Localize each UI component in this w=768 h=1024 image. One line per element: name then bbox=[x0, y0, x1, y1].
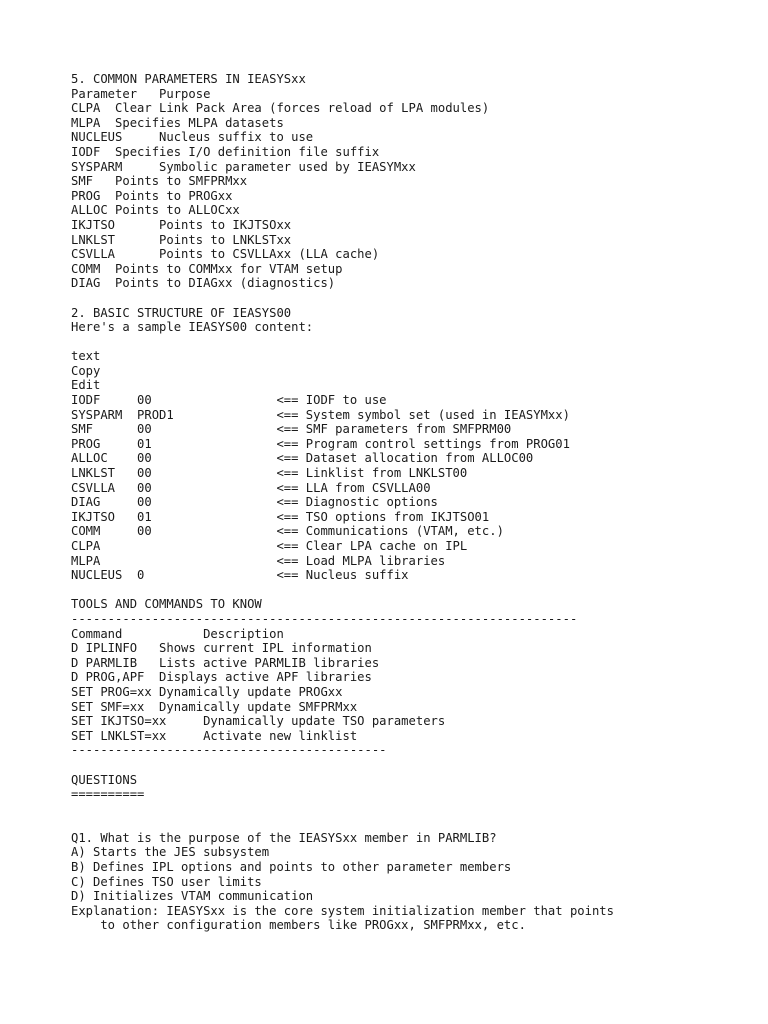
document-page bbox=[71, 72, 761, 933]
divider-line: --------------------------------------------------------------------- bbox=[71, 611, 578, 626]
copy-label: Copy bbox=[71, 363, 101, 378]
code-line: COMM 00 <== Communications (VTAM, etc.) bbox=[71, 524, 504, 539]
code-line: NUCLEUS 0 <== Nucleus suffix bbox=[71, 568, 409, 583]
blank-line bbox=[71, 758, 761, 773]
blank-line bbox=[71, 583, 761, 598]
code-line: IKJTSO 01 <== TSO options from IKJTSO01 bbox=[71, 509, 490, 524]
section-heading: 5. COMMON PARAMETERS IN IEASYSxx bbox=[71, 72, 306, 86]
answer-option: A) Starts the JES subsystem bbox=[71, 845, 270, 860]
code-line: IODF 00 <== IODF to use bbox=[71, 393, 387, 408]
code-line: CLPA <== Clear LPA cache on IPL bbox=[71, 539, 468, 553]
blank-line bbox=[71, 816, 761, 831]
section-heading: TOOLS AND COMMANDS TO KNOW bbox=[71, 597, 262, 612]
parameter-row: LNKLST Points to LNKLSTxx bbox=[71, 232, 292, 247]
heading-underline: ========== bbox=[71, 787, 145, 802]
code-line: PROG 01 <== Program control settings from PROG01 bbox=[71, 436, 570, 451]
parameter-row: CLPA Clear Link Pack Area (forces reload of LPA modules) bbox=[71, 101, 490, 116]
explanation-text: Explanation: IEASYSxx is the core system initialization member that points bbox=[71, 903, 614, 918]
parameter-row: IODF Specifies I/O definition file suffix bbox=[71, 144, 380, 159]
code-line: ALLOC 00 <== Dataset allocation from ALLOC00 bbox=[71, 451, 534, 466]
command-row: SET LNKLST=xx Activate new linklist bbox=[71, 728, 358, 743]
code-line: SMF 00 <== SMF parameters from SMFPRM00 bbox=[71, 422, 512, 437]
code-line: DIAG 00 <== Diagnostic options bbox=[71, 495, 438, 510]
edit-label: Edit bbox=[71, 378, 101, 393]
answer-option: B) Defines IPL options and points to other parameter members bbox=[71, 860, 512, 875]
parameter-row: MLPA Specifies MLPA datasets bbox=[71, 115, 284, 130]
command-row: SET PROG=xx Dynamically update PROGxx bbox=[71, 684, 343, 699]
parameter-row: CSVLLA Points to CSVLLAxx (LLA cache) bbox=[71, 247, 380, 262]
parameter-row: ALLOC Points to ALLOCxx bbox=[71, 203, 240, 218]
command-row: D IPLINFO Shows current IPL information bbox=[71, 641, 372, 656]
command-row: SET SMF=xx Dynamically update SMFPRMxx bbox=[71, 699, 358, 714]
question-text: Q1. What is the purpose of the IEASYSxx member in PARMLIB? bbox=[71, 830, 497, 845]
intro-text: Here's a sample IEASYS00 content: bbox=[71, 320, 314, 335]
parameter-row: IKJTSO Points to IKJTSOxx bbox=[71, 217, 292, 232]
code-line: LNKLST 00 <== Linklist from LNKLST00 bbox=[71, 466, 468, 481]
explanation-text: to other configuration members like PROGxx, SMFPRMxx, etc. bbox=[71, 918, 526, 933]
command-row: SET IKJTSO=xx Dynamically update TSO parameters bbox=[71, 714, 446, 729]
command-row: D PARMLIB Lists active PARMLIB libraries bbox=[71, 655, 380, 670]
answer-option: D) Initializes VTAM communication bbox=[71, 889, 314, 904]
command-row: D PROG,APF Displays active APF libraries bbox=[71, 670, 372, 685]
parameter-row: COMM Points to COMMxx for VTAM setup bbox=[71, 261, 343, 276]
divider-line: ------------------------------------------- bbox=[71, 743, 387, 758]
parameter-row: SYSPARM Symbolic parameter used by IEASYMxx bbox=[71, 159, 416, 174]
code-language-label: text bbox=[71, 349, 101, 364]
blank-line bbox=[71, 802, 761, 817]
parameter-row: SMF Points to SMFPRMxx bbox=[71, 174, 248, 189]
section-heading: 2. BASIC STRUCTURE OF IEASYS00 bbox=[71, 305, 292, 320]
table-header: Command Description bbox=[71, 626, 284, 641]
blank-line bbox=[71, 291, 761, 306]
table-header: Parameter Purpose bbox=[71, 86, 211, 101]
parameter-row: PROG Points to PROGxx bbox=[71, 188, 233, 203]
parameter-row: NUCLEUS Nucleus suffix to use bbox=[71, 130, 314, 145]
code-line: CSVLLA 00 <== LLA from CSVLLA00 bbox=[71, 480, 431, 495]
answer-option: C) Defines TSO user limits bbox=[71, 874, 262, 889]
code-line: SYSPARM PROD1 <== System symbol set (used in IEASYMxx) bbox=[71, 407, 570, 422]
blank-line bbox=[71, 335, 761, 350]
parameter-row: DIAG Points to DIAGxx (diagnostics) bbox=[71, 276, 336, 291]
section-heading: QUESTIONS bbox=[71, 772, 138, 787]
code-line: MLPA <== Load MLPA libraries bbox=[71, 553, 446, 568]
